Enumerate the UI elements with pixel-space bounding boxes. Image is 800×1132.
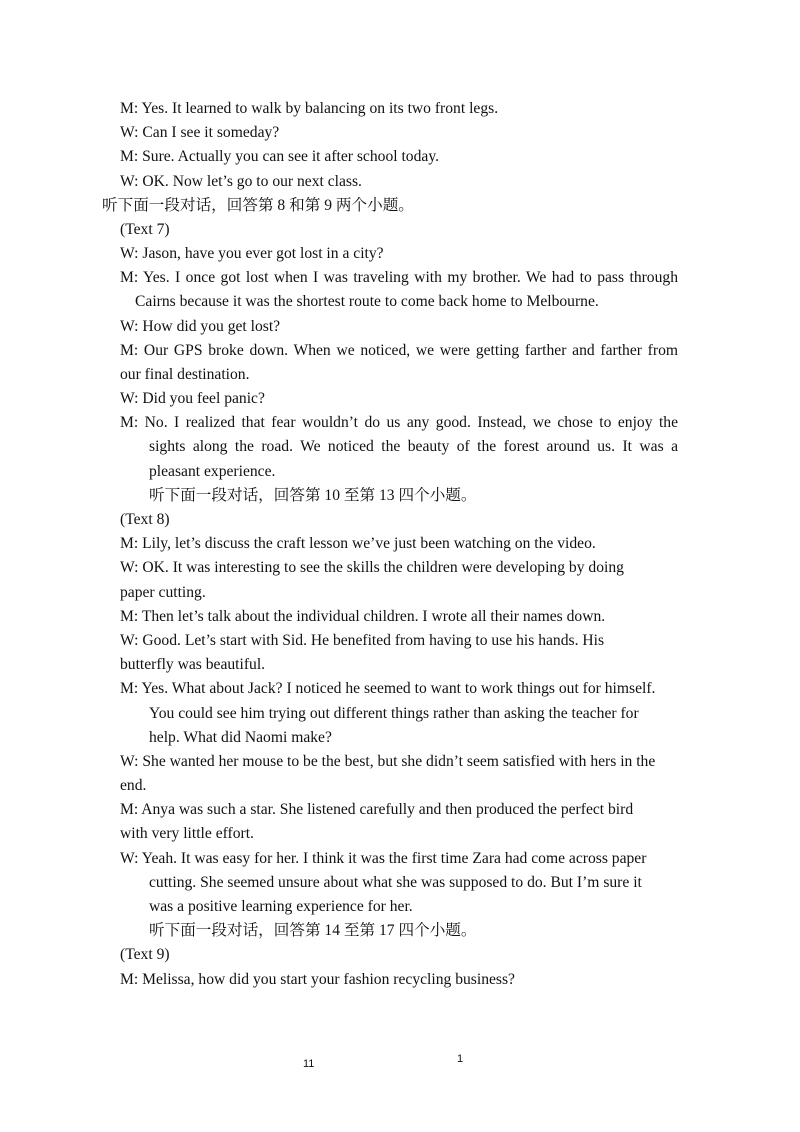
text-line: Cairns because it was the shortest route to come back home to Melbourne.: [135, 293, 599, 310]
text-line: W: Can I see it someday?: [120, 124, 280, 141]
text-line: end.: [120, 777, 147, 794]
text-heading: (Text 9): [120, 946, 170, 963]
text-line: with very little effort.: [120, 825, 254, 842]
text-line: You could see him trying out different things rather than asking the teacher for: [149, 705, 639, 722]
text-line: sights along the road. We noticed the beauty of the forest around us. It was a: [149, 438, 678, 455]
text-line: W: She wanted her mouse to be the best, but she didn’t seem satisfied with hers in the: [120, 753, 656, 770]
text-heading: (Text 8): [120, 511, 170, 528]
text-line: cutting. She seemed unsure about what she was supposed to do. But I’m sure it: [149, 874, 642, 891]
text-line: W: Did you feel panic?: [120, 390, 265, 407]
text-line: was a positive learning experience for her.: [149, 898, 413, 915]
text-line: W: Jason, have you ever got lost in a city?: [120, 245, 384, 262]
text-line: M: Anya was such a star. She listened carefully and then produced the perfect bird: [120, 801, 634, 818]
section-instruction: 听下面一段对话，回答第 8 和第 9 两个小题。: [102, 197, 414, 214]
text-line: W: Good. Let’s start with Sid. He benefited from having to use his hands. His: [120, 632, 605, 649]
text-line: M: Then let’s talk about the individual children. I wrote all their names down.: [120, 608, 606, 625]
text-line: M: Melissa, how did you start your fashion recycling business?: [120, 971, 515, 988]
text-line: M: Yes. What about Jack? I noticed he seemed to want to work things out for himself.: [120, 680, 656, 697]
text-line: paper cutting.: [120, 584, 206, 601]
text-line: our final destination.: [120, 366, 250, 383]
page-number-left: 11: [303, 1058, 315, 1070]
section-instruction: 听下面一段对话，回答第 10 至第 13 四个小题。: [149, 487, 477, 504]
text-line: W: OK. It was interesting to see the skills the children were developing by doing: [120, 559, 624, 576]
text-line: M: Lily, let’s discuss the craft lesson we’ve just been watching on the video.: [120, 535, 596, 552]
text-line: W: OK. Now let’s go to our next class.: [120, 173, 362, 190]
text-line: M: Sure. Actually you can see it after school today.: [120, 148, 440, 165]
text-line: M: No. I realized that fear wouldn’t do us any good. Instead, we chose to enjoy the: [120, 414, 678, 431]
section-instruction: 听下面一段对话，回答第 14 至第 17 四个小题。: [149, 922, 477, 939]
page-number-right: 1: [457, 1053, 464, 1065]
text-line: W: Yeah. It was easy for her. I think it was the first time Zara had come across paper: [120, 850, 647, 867]
text-line: M: Our GPS broke down. When we noticed, we were getting farther and farther from: [120, 342, 678, 359]
text-line: pleasant experience.: [149, 463, 276, 480]
text-heading: (Text 7): [120, 221, 170, 238]
text-line: W: How did you get lost?: [120, 318, 281, 335]
text-line: M: Yes. I once got lost when I was traveling with my brother. We had to pass through: [120, 269, 678, 286]
text-line: butterfly was beautiful.: [120, 656, 266, 673]
text-line: help. What did Naomi make?: [149, 729, 332, 746]
text-line: M: Yes. It learned to walk by balancing on its two front legs.: [120, 100, 499, 117]
